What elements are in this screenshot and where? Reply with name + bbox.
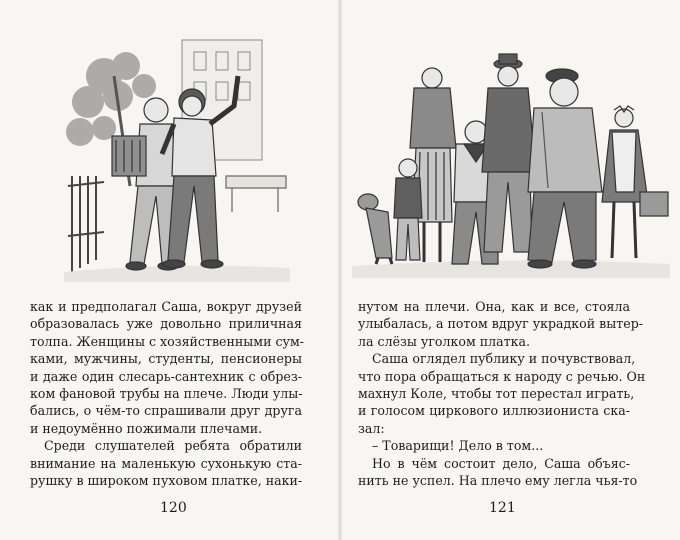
text-line: Саша оглядел публику и почувствовал,	[372, 351, 636, 367]
text-line: Среди слушателей ребята обратили	[44, 438, 302, 454]
text-line: Но в чём состоит дело, Саша объяс-	[372, 455, 630, 471]
illustration-two-boys-accordion	[64, 36, 290, 282]
text-line: улыбалась, а потом вдруг украдкой вытер-	[358, 316, 644, 332]
illustration-crowd-with-dog	[352, 52, 670, 278]
text-line: ками, мужчины, студенты, пенсионеры	[30, 351, 302, 367]
text-line: образовалась уже довольно приличная	[30, 316, 302, 332]
text-line: и голосом циркового иллюзиониста ска-	[358, 403, 630, 419]
text-line: и даже один слесарь-сантехник с обрез-	[30, 368, 302, 384]
text-line: толпа. Женщины с хозяйственными сум-	[30, 333, 305, 349]
left-page-text	[30, 298, 305, 489]
text-line: нить не успел. На плечо ему легла чья-то	[358, 472, 638, 488]
text-line: зал:	[358, 420, 385, 436]
page-number-left: 120	[160, 500, 187, 516]
text-line: и недоумённо пожимали плечами.	[30, 420, 263, 436]
text-line: – Товарищи! Дело в том...	[372, 438, 544, 454]
text-line: что пора обращаться к народу с речью. Он	[358, 368, 646, 384]
text-line: бались, о чём-то спрашивали друг друга	[30, 403, 302, 419]
right-page-text	[358, 298, 646, 489]
page-number-right: 121	[489, 500, 516, 516]
text-line: рушку в широком пуховом платке, наки-	[30, 472, 303, 488]
right-page	[340, 0, 680, 540]
text-line: ла слёзы уголком платка.	[358, 333, 531, 349]
text-line: нутом на плечи. Она, как и все, стояла	[358, 299, 630, 314]
text-line: как и предполагал Саша, вокруг друзей	[30, 299, 302, 314]
text-line: ком фановой трубы на плече. Люди улы-	[30, 385, 303, 401]
text-line: махнул Коле, чтобы тот перестал играть,	[358, 385, 635, 401]
text-line: внимание на маленькую сухонькую ста-	[30, 455, 302, 471]
